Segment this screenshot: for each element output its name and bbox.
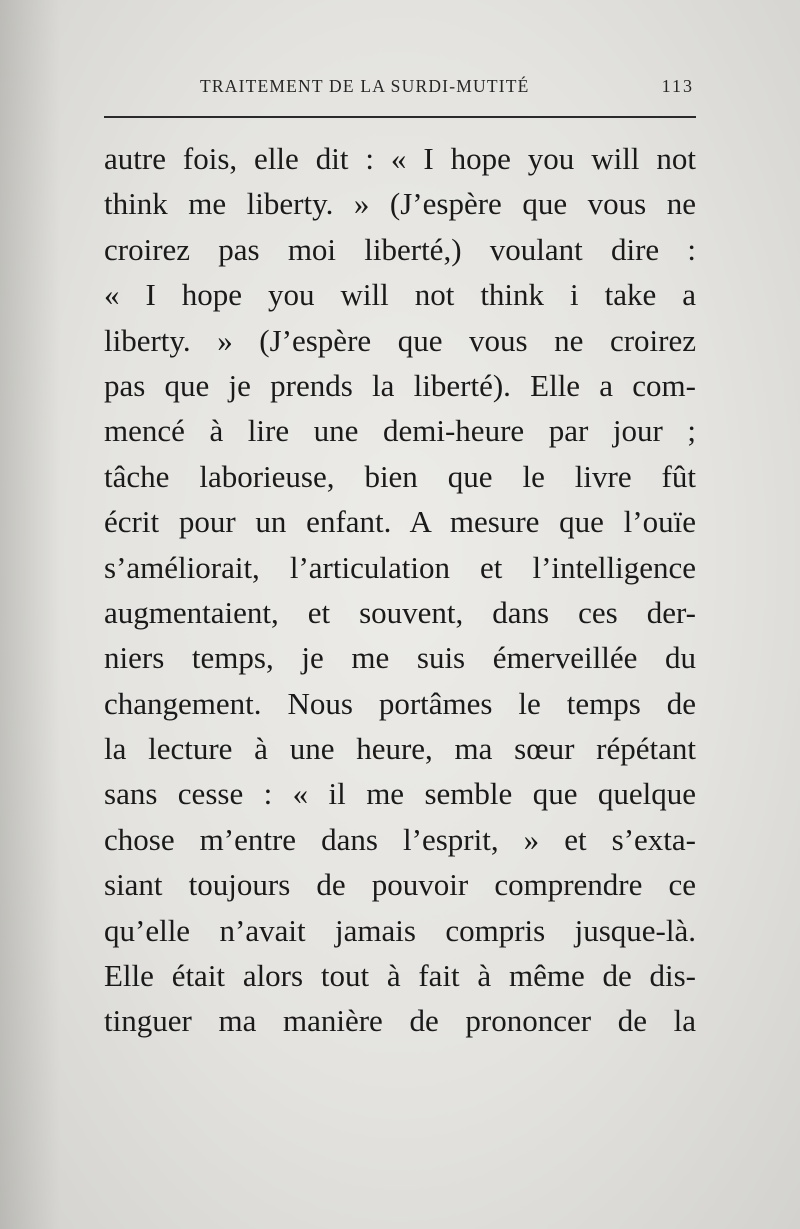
body-text xyxy=(104,136,696,1044)
text-line: niers temps, je me suis émerveillée du xyxy=(104,640,696,676)
text-line: changement. Nous portâmes le temps de xyxy=(104,685,696,721)
text-line: Elle était alors tout à fait à même de dis- xyxy=(104,958,696,994)
text-line: augmentaient, et souvent, dans ces der- xyxy=(104,594,696,630)
text-line: s’améliorait, l’articulation et l’intelligence xyxy=(104,549,696,585)
text-line: chose m’entre dans l’esprit, » et s’exta- xyxy=(104,821,696,857)
text-line: « I hope you will not think i take a xyxy=(104,277,696,313)
text-line: la lecture à une heure, ma sœur répétant xyxy=(104,731,696,767)
text-line: tinguer ma manière de prononcer de la xyxy=(104,1003,696,1039)
text-line: tâche laborieuse, bien que le livre fût xyxy=(104,458,696,494)
page-number: 113 xyxy=(661,76,694,96)
text-line: croirez pas moi liberté,) voulant dire : xyxy=(104,231,696,267)
text-line: écrit pour un enfant. A mesure que l’ouïe xyxy=(104,504,696,540)
text-line: siant toujours de pouvoir comprendre ce xyxy=(104,867,696,903)
header-rule xyxy=(104,116,696,118)
text-line: mencé à lire une demi-heure par jour ; xyxy=(104,413,696,449)
running-header xyxy=(104,74,696,108)
text-line: think me liberty. » (J’espère que vous ne xyxy=(104,186,696,222)
text-line: pas que je prends la liberté). Elle a com- xyxy=(104,367,696,403)
text-line: liberty. » (J’espère que vous ne croirez xyxy=(104,322,696,358)
text-line: sans cesse : « il me semble que quelque xyxy=(104,776,696,812)
page-edge-shadow xyxy=(0,0,60,1229)
text-line: autre fois, elle dit : « I hope you will not xyxy=(104,141,696,176)
text-line: qu’elle n’avait jamais compris jusque-là. xyxy=(104,912,696,948)
running-title: TRAITEMENT DE LA SURDI-MUTITÉ xyxy=(200,76,530,96)
